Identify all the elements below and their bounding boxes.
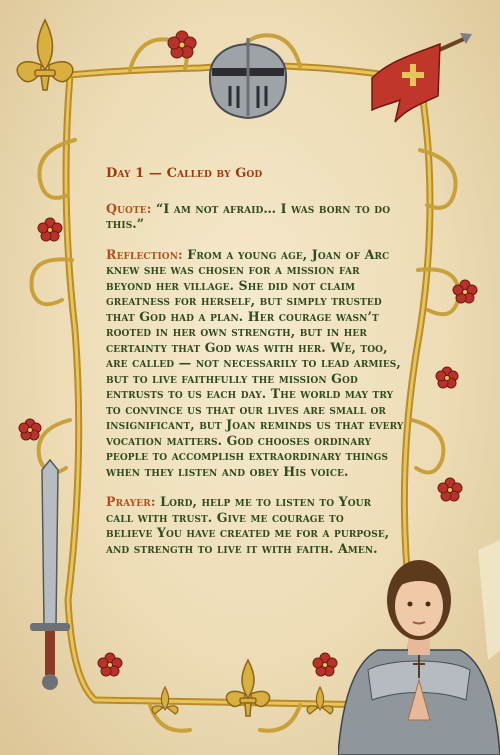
reflection-block — [106, 247, 406, 480]
reflection-label: Reflection: — [106, 246, 183, 262]
devotional-text — [106, 166, 406, 571]
page-title: Day 1 — Called by God — [106, 166, 263, 181]
sword-icon — [30, 460, 70, 690]
prayer-text: Lord, help me to listen to Your call with trust. Give me courage to believe You have created me for a purpose, and strength to live it with faith. Amen. — [106, 494, 390, 556]
quote-block — [106, 201, 406, 232]
prayer-label: Prayer: — [106, 494, 156, 509]
knight-helmet-icon — [210, 38, 286, 118]
quote-label: Quote: — [106, 200, 152, 216]
prayer-block — [106, 494, 391, 556]
fleur-de-lis-icon — [17, 20, 73, 90]
fleur-de-lis-icon — [226, 660, 269, 716]
reflection-text: From a young age, Joan of Arc knew she was chosen for a mission far beyond her village. She did not claim greatness for herself, but simply trusted that God had a plan. Her courage wasn’t rooted in her own strength, but in her certainty that God was with her. We, too, are called — not necessarily to lead armies, but to live faithfully the mission God entrusts to us each day. The world may try to convince us that our lives are small or insignificant, but Joan reminds us that every vocation matters. God chooses ordinary people to accomplish extraordinary things when they listen and obey His voice. — [106, 246, 404, 479]
quote-text: “I am not afraid… I was born to do this.” — [106, 200, 391, 231]
